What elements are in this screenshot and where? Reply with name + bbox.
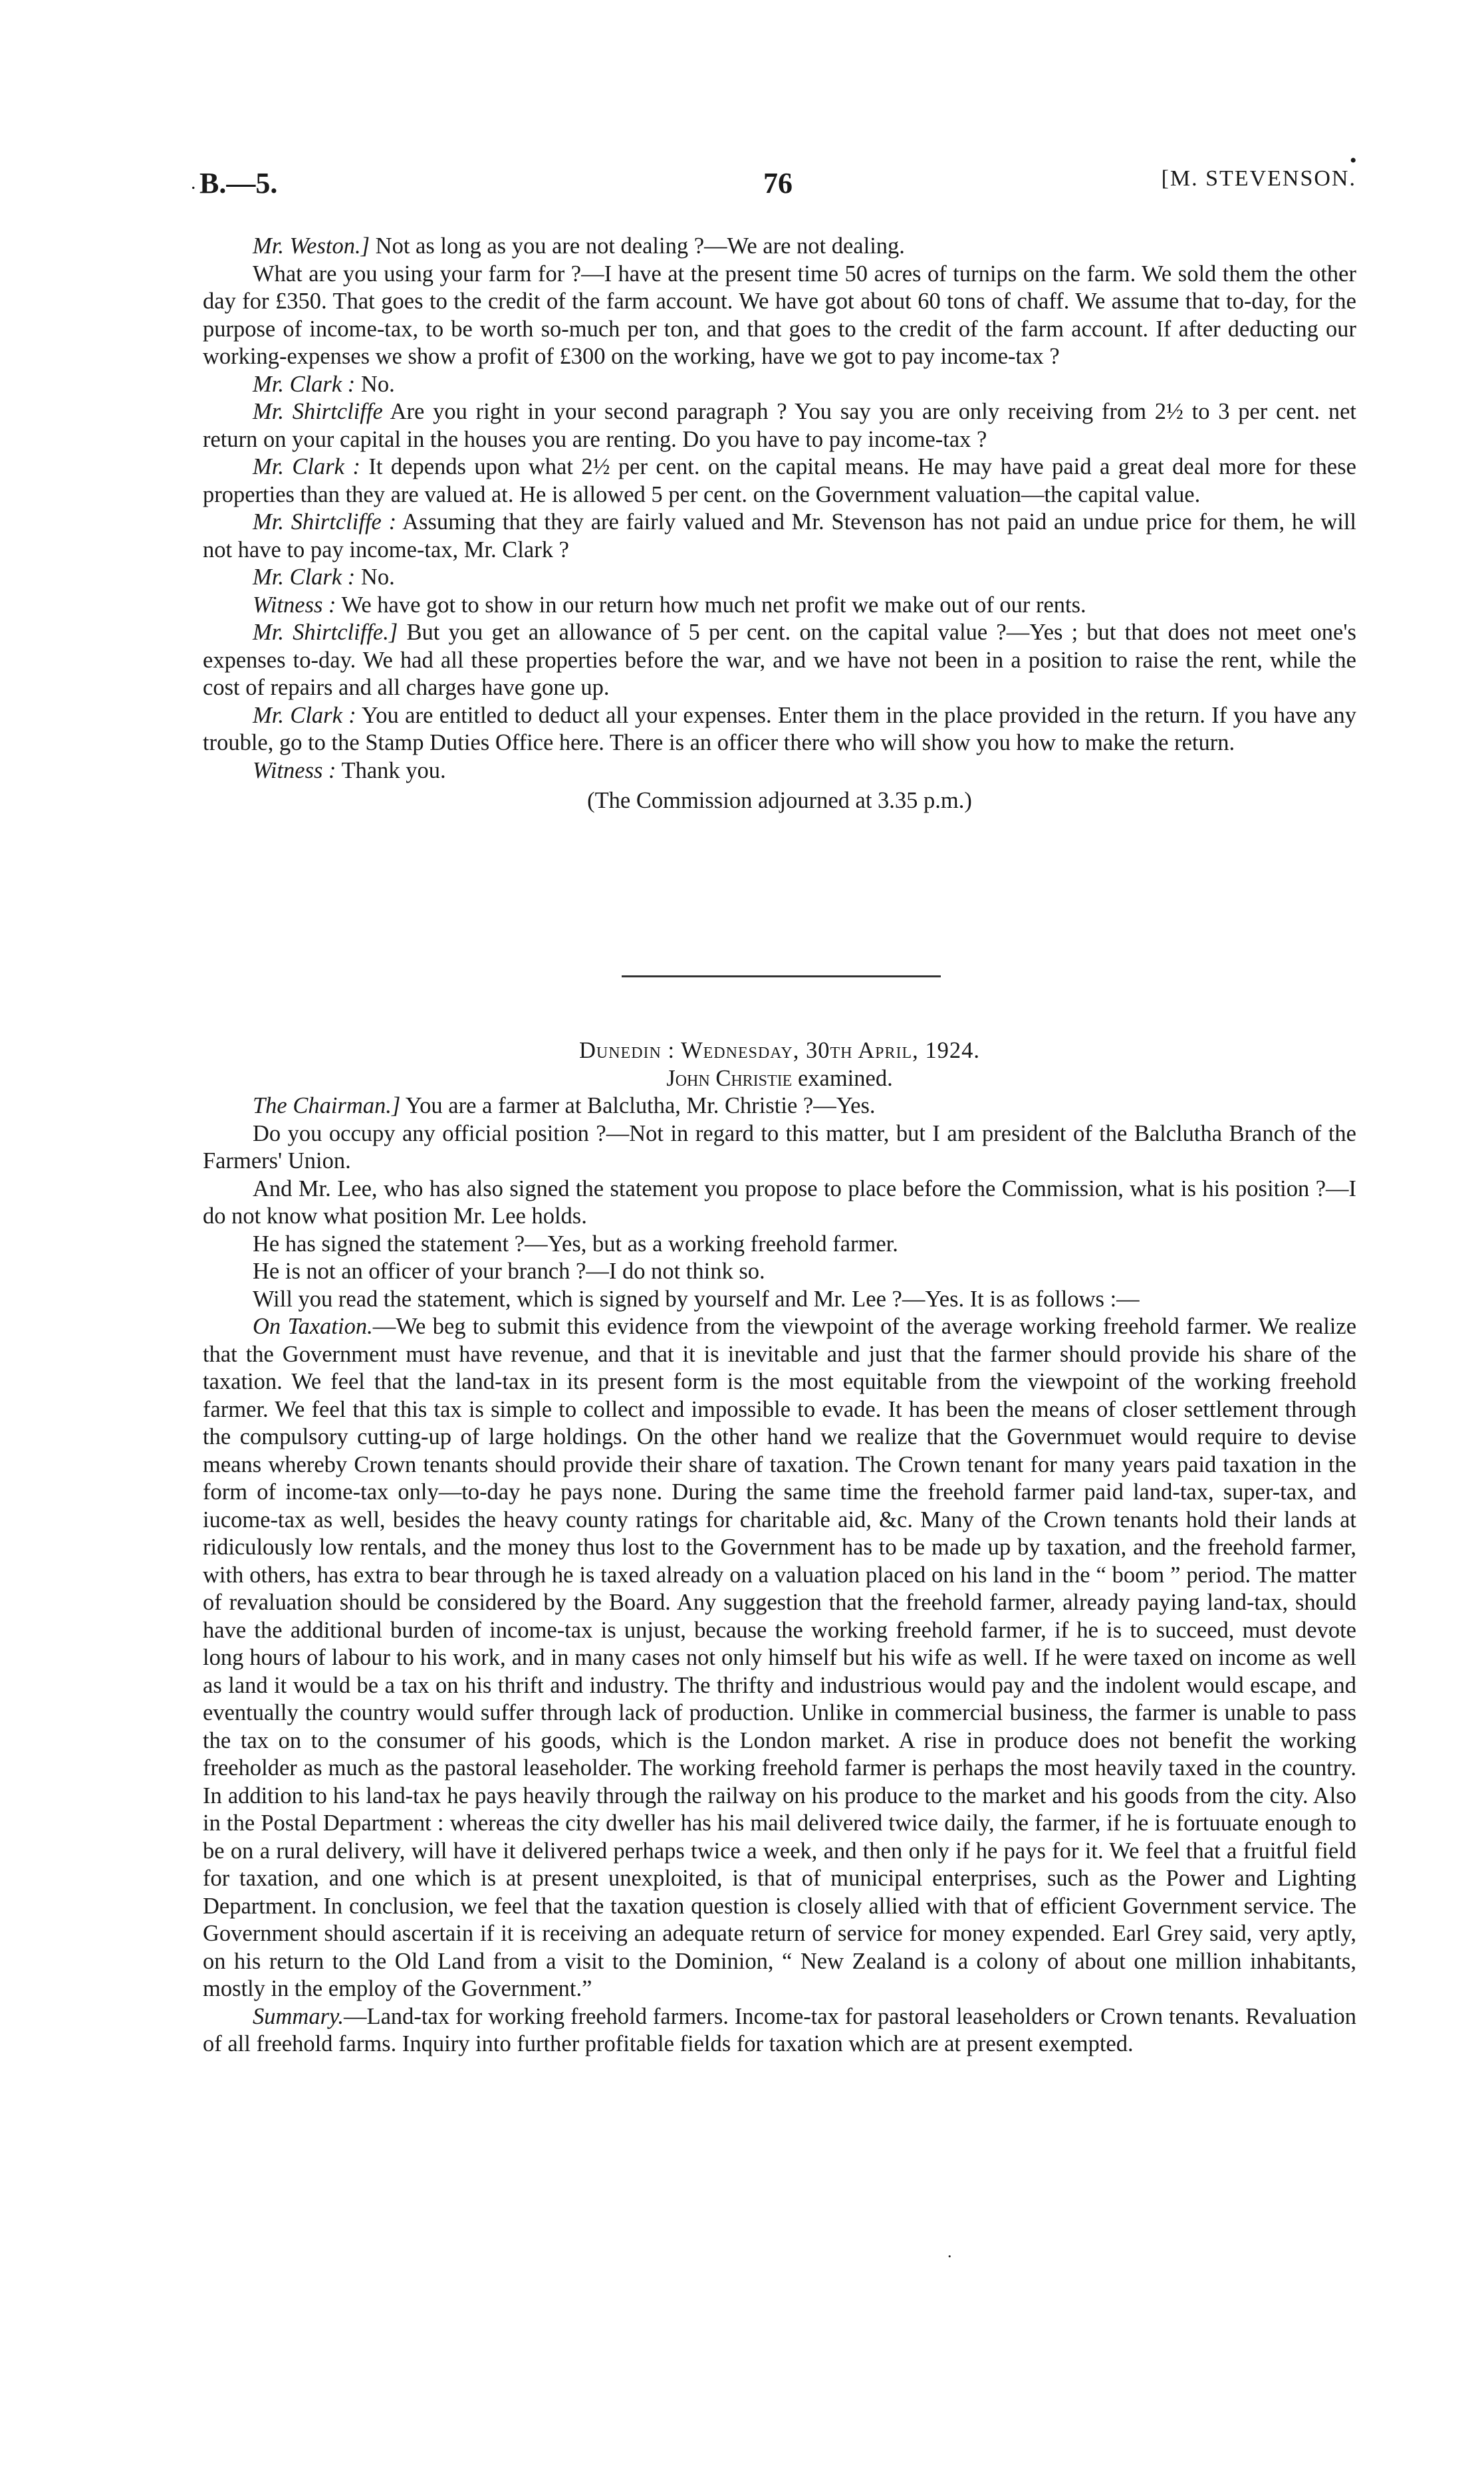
testimony-paragraph — [203, 1286, 1356, 1314]
adjournment-note: (The Commission adjourned at 3.35 p.m.) — [587, 788, 972, 813]
testimony-paragraph — [203, 371, 1356, 399]
paragraph-text: No. — [355, 564, 395, 590]
testimony-section-1 — [203, 233, 1356, 815]
paragraph-text: And Mr. Lee, who has also signed the statement you propose to place before the Commission, what is his position ?—I do not know what position Mr. Lee holds. — [203, 1175, 1356, 1229]
testimony-paragraph — [203, 1258, 1356, 1286]
speaker-label: Witness : — [253, 592, 336, 618]
testimony-paragraph — [203, 1120, 1356, 1175]
testimony-section-2 — [203, 1037, 1356, 2058]
header-witness-name: [M. STEVENSON. — [1161, 166, 1356, 191]
paragraph-text: —We beg to submit this evidence from the viewpoint of the average working freehold farmer. We realize that the Government must have revenue, and that it is inevitable and just that the farmer should provide his share of the taxation. We feel that the land-tax in its present form is the most equitable from the viewpoint of the working freehold farmer. We feel that this tax is simple to collect and impossible to evade. It has been the means of closer settlement through the compulsory cutting-up of large holdings. On the other hand we realize that the Governmuet would require to devise means whereby Crown tenants should provide their share of taxation. The Crown tenant for many years paid taxation in the form of income-tax only—to-day he pays none. During the same time the freehold farmer paid land-tax, super-tax, and iucome-tax as well, besides the heavy county ratings for charitable aid, &c. Many of the Crown tenants hold their lands at ridiculously low rentals, and the money thus lost to the Government has to be made up by taxation, and the freehold farmer, with others, has extra to bear through he is taxed already on a valuation placed on his land in the “ boom ” period. The matter of revaluation should be considered by the Board. Any suggestion that the freehold farmer, already paying land-tax, should have the additional burden of income-tax is unjust, because the working freehold farmer, if he is to succeed, must devote long hours of labour to his work, and in many cases not only himself but his wife as well. If he were taxed on income as well as land it would be a tax on his thrift and industry. The thrifty and industrious would pay and the indolent would escape, and eventually the country would suffer through lack of production. Unlike in commercial business, the farmer is unable to pass the tax on to the consumer of his goods, which is the London market. A rise in produce does not benefit the working freeholder as much as the pastoral leaseholder. The working freehold farmer is perhaps the most heavily taxed in the country. In addition to his land-tax he pays heavily through the railway on his produce to the market and his goods from the city. Also in the Postal Department : whereas the city dweller has his mail delivered twice daily, the farmer, if he is fortuuate enough to be on a rural delivery, will have it delivered perhaps twice a week, and then only if he pays for it. We feel that a fruitful field for taxation, and one which is at present unexploited, is that of municipal enterprises, such as the Power and Lighting Department. In conclusion, we feel that the taxation question is closely allied with that of efficient Government service. The Government should ascertain if it is receiving an adequate return of service for money expended. Earl Grey said, very aptly, on his return to the Old Land from a visit to the Dominion, “ New Zealand is a colony of about one million inhabitants, mostly in the employ of the Government.” — [203, 1314, 1357, 2001]
speaker-label: Witness : — [253, 757, 336, 783]
paragraph-text: Assuming that they are fairly valued and Mr. Stevenson has not paid an undue price for them, he will not have to pay income-tax, Mr. Clark ? — [203, 509, 1356, 562]
speaker-label: Summary. — [253, 2003, 344, 2029]
paragraph-text: He is not an officer of your branch ?—I do not think so. — [253, 1259, 765, 1284]
paragraph-text: Are you right in your second paragraph ? You say you are only receiving from 2½ to 3 per cent. net return on your capital in the houses you are renting. Do you have to pay income-tax ? — [203, 399, 1356, 452]
paragraph-text: But you get an allowance of 5 per cent. on the capital value ?—Yes ; but that does not meet one's expenses to-day. We had all these properties before the war, and we have not been in a position to raise the rent, while the cost of repairs and all charges have gone up. — [203, 620, 1356, 700]
speaker-label: Mr. Clark : — [253, 564, 356, 590]
testimony-paragraph — [203, 592, 1356, 620]
paragraph-text: We have got to show in our return how much net profit we make out of our rents. — [336, 592, 1086, 618]
speaker-label: Mr. Clark : — [253, 371, 356, 397]
page-number: 76 — [763, 167, 793, 199]
testimony-paragraph — [203, 398, 1356, 453]
paragraph-text: —Land-tax for working freehold farmers. Income-tax for pastoral leaseholders or Crown tenants. Revaluation of all freehold farms. Inquiry into further profitable fields for taxation which are at present exempted. — [203, 2003, 1356, 2056]
paragraph-text: Not as long as you are not dealing ?—We are not dealing. — [370, 233, 905, 259]
margin-mark: . — [947, 2242, 952, 2261]
session-heading: Dunedin : Wednesday, 30th April, 1924. — [578, 1038, 981, 1063]
speaker-label: Mr. Weston.] — [253, 233, 370, 259]
speaker-label: Mr. Shirtcliffe.] — [253, 620, 398, 645]
testimony-paragraph — [203, 1313, 1356, 2003]
testimony-paragraph — [203, 1092, 1356, 1120]
testimony-paragraph — [203, 1231, 1356, 1259]
paragraph-text: No. — [355, 371, 395, 397]
testimony-paragraph — [203, 702, 1356, 757]
paragraph-text: Will you read the statement, which is signed by yourself and Mr. Lee ?—Yes. It is as follows :— — [253, 1286, 1140, 1312]
witness-name: John Christie — [666, 1065, 793, 1091]
testimony-paragraph — [203, 261, 1356, 371]
testimony-paragraph — [203, 2003, 1356, 2058]
speaker-label: The Chairman.] — [253, 1093, 401, 1118]
margin-mark: • — [1350, 150, 1357, 172]
speaker-label: Mr. Shirtcliffe : — [253, 509, 397, 535]
paragraph-text: Thank you. — [336, 757, 446, 783]
witness-heading — [203, 1065, 1356, 1093]
paragraph-text: It depends upon what 2½ per cent. on the capital means. He may have paid a great deal more for these properties than they are valued at. He is allowed 5 per cent. on the Government valuation—the capital value. — [203, 454, 1356, 507]
paragraph-text: You are a farmer at Balclutha, Mr. Christie ?—Yes. — [400, 1093, 876, 1118]
speaker-label: On Taxation. — [253, 1314, 373, 1339]
testimony-paragraph — [203, 453, 1356, 509]
testimony-paragraph — [203, 233, 1356, 261]
page-header — [199, 166, 1356, 206]
paragraph-text: You are entitled to deduct all your expenses. Enter them in the place provided in the return. If you have any trouble, go to the Stamp Duties Office here. There is an officer there who will show you how to make the return. — [203, 702, 1356, 755]
testimony-paragraph — [203, 1175, 1356, 1231]
testimony-paragraph — [203, 509, 1356, 564]
speaker-label: Mr. Clark : — [253, 454, 360, 479]
speaker-label: Mr. Clark : — [253, 702, 356, 728]
speaker-label: Mr. Shirtcliffe — [253, 399, 383, 424]
witness-heading-rest: examined. — [792, 1065, 893, 1091]
testimony-paragraph — [203, 564, 1356, 592]
section-divider — [622, 975, 941, 977]
testimony-paragraph — [203, 757, 1356, 785]
margin-mark: . — [191, 172, 196, 193]
paragraph-text: Do you occupy any official position ?—Not in regard to this matter, but I am president of the Balclutha Branch of the Farmers' Union. — [203, 1120, 1356, 1173]
paragraph-text: What are you using your farm for ?—I have at the present time 50 acres of turnips on the farm. We sold them the other day for £350. That goes to the credit of the farm account. We have got about 60 tons of chaff. We assume that to-day, for the purpose of income-tax, to be worth so-much per ton, and that goes to the credit of the farm account. If after deducting our working-expenses we show a profit of £300 on the working, have we got to pay income-tax ? — [203, 261, 1356, 369]
header-reference: B.—5. — [199, 167, 278, 199]
paragraph-text: He has signed the statement ?—Yes, but as a working freehold farmer. — [253, 1231, 898, 1257]
testimony-paragraph — [203, 619, 1356, 702]
